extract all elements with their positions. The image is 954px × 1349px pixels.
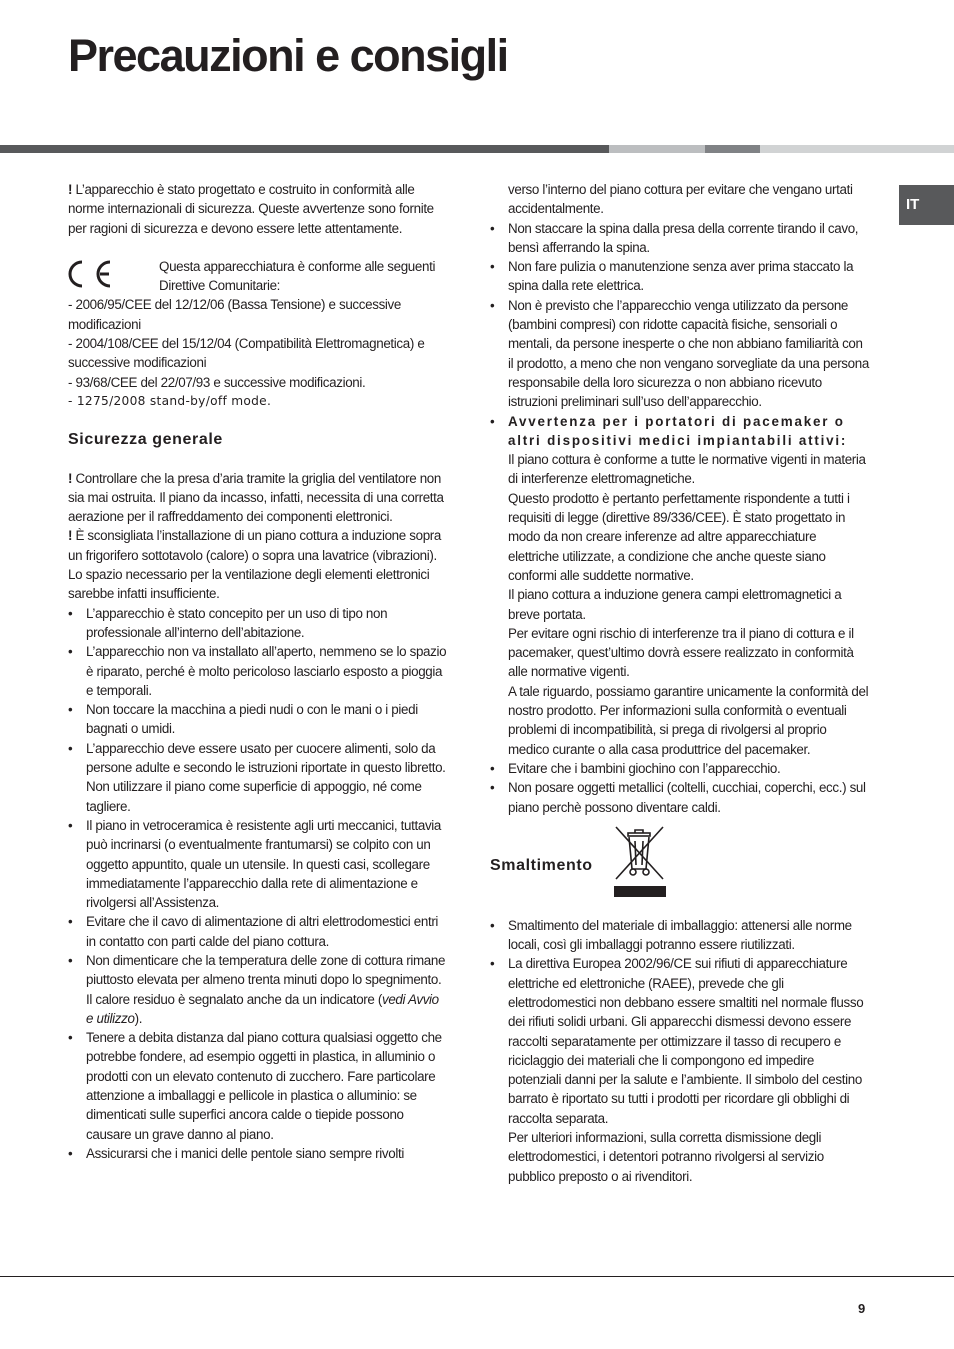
pacemaker-text: Per evitare ogni rischio di interferenze tra il piano di cottura e il pacemaker, quest’ultimo dovrà essere realizzato in conformità alle normative vigenti. <box>508 625 854 680</box>
list-item: • Non fare pulizia o manutenzione senza aver prima staccato la spina dalla rete elettrica. <box>490 257 870 296</box>
list-item: • La direttiva Europea 2002/96/CE sui rifiuti di apparecchiature elettriche ed elettroniche (RAEE), prevede che gli elettrodomestici non debbano essere smaltiti nel normale flusso dei rifiuti solidi urbani. Gli apparecchi dismessi devono essere raccolti separatamente per ottimizzare il tasso di recupero e riciclaggio dei materiali che li compongono ed impedire potenziali danni per la salute e l’ambiente. Il simbolo del cestino barrato è riportato su tutti i prodotti per ricordare gli obblighi di raccolta separata. Per ulteriori informazioni, sulla corretta dismissione degli elettrodomestici, i detentori potranno rivolgersi al servizio pubblico preposto o ai rivenditori. <box>490 954 870 1186</box>
ce-mark-icon <box>68 259 114 289</box>
list-item: • Il piano in vetroceramica è resistente agli urti meccanici, tuttavia può incrinarsi (o eventualmente frantumarsi) se colpito con un oggetto appuntito, quale un utensile. In questi casi, scollegare immediatamente l’apparecchio dalla rete di alimentazione e rivolgersi all’Assistenza. <box>68 816 448 912</box>
disposal-heading-row <box>490 823 870 902</box>
disposal-list <box>490 916 870 1186</box>
directive-item: - 2004/108/CEE del 15/12/04 (Compatibilità Elettromagnetica) e successive modificazioni <box>68 336 425 371</box>
warning-mark: ! <box>68 182 73 197</box>
directive-item: - 93/68/CEE del 22/07/93 e successive modificazioni. <box>68 374 366 390</box>
list-item-continuation: verso l’interno del piano cottura per evitare che vengano urtati accidentalmente. <box>508 182 853 217</box>
left-column <box>68 180 448 1163</box>
footer-rule <box>0 1276 954 1277</box>
pacemaker-warning <box>490 412 870 759</box>
list-item: • L’apparecchio deve essere usato per cuocere alimenti, solo da persone adulte e secondo le istruzioni riportate in questo libretto. Non utilizzare il piano come superficie di appoggio, né come tagliere. <box>68 739 448 816</box>
list-item: • L’apparecchio non va installato all’aperto, nemmeno se lo spazio è riparato, perché è molto pericoloso lasciarlo esposto a pioggia e temporali. <box>68 642 448 700</box>
crossed-bin-icon <box>613 823 667 899</box>
pacemaker-text: Il piano cottura è conforme a tutte le normative vigenti in materia di interferenze elettromagnetiche. <box>508 452 866 487</box>
header-bar-light <box>609 145 705 153</box>
safety-list <box>68 604 448 1164</box>
header-bar-dark <box>0 145 609 153</box>
right-column <box>490 180 870 1186</box>
disposal-heading: Smaltimento <box>490 856 593 874</box>
list-item: • Tenere a debita distanza dal piano cottura qualsiasi oggetto che potrebbe fondere, ad esempio oggetti in plastica, in alluminio o prodotti con un elevato contenuto di zucchero. Fare particolare attenzione a imballaggi e pellicole in plastica o alluminio: se dimenticati sulle superfici ancora calde o tiepide possono causare un grave danno al piano. <box>68 1028 448 1144</box>
directives-intro: Questa apparecchiatura è conforme alle seguenti Direttive Comunitarie: <box>159 258 436 294</box>
list-item: • Non toccare la macchina a piedi nudi o con le mani o i piedi bagnati o umidi. <box>68 700 448 739</box>
list-item: • Non staccare la spina dalla presa della corrente tirando il cavo, bensì afferrando la spina. <box>490 219 870 258</box>
list-item: • L’apparecchio è stato concepito per un uso di tipo non professionale all’interno dell’abitazione. <box>68 604 448 643</box>
list-item: • Assicurarsi che i manici delle pentole siano sempre rivolti <box>68 1144 448 1163</box>
list-item: • Non dimenticare che la temperatura delle zone di cottura rimane piuttosto elevata per almeno trenta minuti dopo lo spegnimento. Il calore residuo è segnalato anche da un indicatore (vedi Avvio e utilizzo). <box>68 951 448 1028</box>
pacemaker-text: Il piano cottura a induzione genera campi elettromagnetici a breve portata. <box>508 587 842 622</box>
safety-paragraph: ! Controllare che la presa d’aria tramite la griglia del ventilatore non sia mai ostruita. Il piano da incasso, infatti, necessita di una corretta aerazione per il raffreddamento dei componenti elettronici. <box>68 470 444 525</box>
header-bar-pale <box>760 145 954 153</box>
warning-mark: ! <box>68 528 73 544</box>
pacemaker-text: Questo prodotto è pertanto perfettamente rispondente a tutti i requisiti di legge (direttive 89/336/CEE). È stato progettato in modo da non creare inferenze ad altre apparecchiature elettriche utilizzate, a condizione che anche queste siano conformi alle suddette normative. <box>508 490 850 583</box>
directives-block <box>68 257 448 411</box>
list-item: • Non posare oggetti metallici (coltelli, cucchiai, coperchi, ecc.) sul piano perchè possono diventare caldi. <box>490 778 870 817</box>
list-item: • Non è previsto che l’apparecchio venga utilizzato da persone (bambini compresi) con ridotte capacità fisiche, sensoriali o mentali, da persone inesperte o che non abbiano familiarità con il prodotto, a meno che non vengano sorvegliate da una persona responsabile della loro sicurezza o non abbiano ricevuto istruzioni preliminari sull’uso dell’apparecchio. <box>490 296 870 412</box>
list-item: • Evitare che i bambini giochino con l’apparecchio. <box>490 759 870 778</box>
directive-item: - 2006/95/CEE del 12/12/06 (Bassa Tensione) e successive modificazioni <box>68 297 401 332</box>
pacemaker-text: A tale riguardo, possiamo garantire unicamente la conformità del nostro prodotto. Per informazioni sulla conformità o eventuali problemi di incompatibilità, si prega di rivolgersi al proprio medico curante o alla casa produttrice del pacemaker. <box>508 683 869 757</box>
safety-list-continued <box>490 219 870 817</box>
directive-item: - 1275/2008 stand-by/off mode. <box>68 393 272 408</box>
list-item: • Evitare che il cavo di alimentazione di altri elettrodomestici entri in contatto con parti calde del piano cottura. <box>68 912 448 951</box>
language-tab: IT <box>899 185 954 225</box>
list-item: • Smaltimento del materiale di imballaggio: attenersi alle norme locali, così gli imballaggi potranno essere riutilizzati. <box>490 916 870 955</box>
header-bar-mid <box>705 145 760 153</box>
warning-mark: ! <box>68 470 73 486</box>
safety-heading: Sicurezza generale <box>68 431 223 449</box>
intro-paragraph: ! L’apparecchio è stato progettato e costruito in conformità alle norme internazionali di sicurezza. Queste avvertenze sono fornite per ragioni di sicurezza e devono essere lette attentamente. <box>68 182 434 236</box>
safety-paragraph: ! È sconsigliata l’installazione di un piano cottura a induzione sopra un frigorifero sottotavolo (calore) o sopra una lavatrice (vibrazioni). Lo spazio necessario per la ventilazione degli elementi elettronici sarebbe infatti insufficiente. <box>68 528 441 602</box>
page-title: Precauzioni e consigli <box>68 30 508 81</box>
pacemaker-heading: • Avvertenza per i portatori di pacemaker o altri dispositivi medici impiantabili attivi: <box>508 413 848 448</box>
page-number: 9 <box>858 1301 866 1316</box>
